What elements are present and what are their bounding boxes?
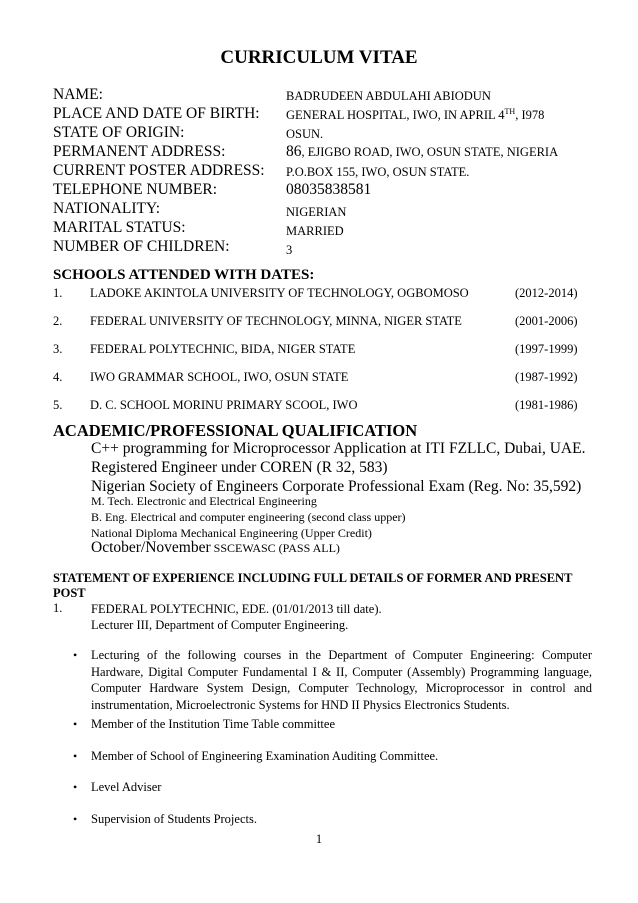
experience-number: 1. [53, 601, 63, 615]
school-number: 5. [53, 398, 63, 412]
page-title: CURRICULUM VITAE [220, 47, 418, 68]
bullet-icon: • [73, 812, 78, 826]
children-value: 3 [286, 243, 293, 257]
school-name: FEDERAL POLYTECHNIC, BIDA, NIGER STATE [90, 342, 356, 356]
state-of-origin-value: OSUN. [286, 127, 324, 141]
bullet-icon: • [73, 648, 78, 662]
marital-status-label: MARITAL STATUS: [53, 219, 186, 236]
name-label: NAME: [53, 86, 103, 103]
experience-heading: STATEMENT OF EXPERIENCE INCLUDING FULL DETAILS OF FORMER AND PRESENT POST [53, 571, 573, 600]
qualification-item: M. Tech. Electronic and Electrical Engineering [91, 494, 317, 508]
experience-employer: FEDERAL POLYTECHNIC, EDE. (01/01/2013 till date). [91, 602, 382, 616]
nationality-value: NIGERIAN [286, 205, 347, 219]
bullet-icon: • [73, 749, 78, 763]
children-label: NUMBER OF CHILDREN: [53, 238, 230, 255]
schools-heading: SCHOOLS ATTENDED WITH DATES: [53, 267, 315, 283]
school-name: D. C. SCHOOL MORINU PRIMARY SCOOL, IWO [90, 398, 358, 412]
experience-bullet: Level Adviser [91, 780, 162, 794]
qualification-item: C++ programming for Microprocessor Application at ITI FZLLC, Dubai, UAE. [91, 440, 586, 457]
school-number: 4. [53, 370, 63, 384]
qualification-item: Registered Engineer under COREN (R 32, 583) [91, 459, 388, 476]
birth-label: PLACE AND DATE OF BIRTH: [53, 105, 260, 122]
school-name: FEDERAL UNIVERSITY OF TECHNOLOGY, MINNA, NIGER STATE [90, 314, 462, 328]
telephone-label: TELEPHONE NUMBER: [53, 181, 218, 198]
marital-status-value: MARRIED [286, 224, 344, 238]
current-address-label: CURRENT POSTER ADDRESS: [53, 162, 265, 179]
permanent-address-value: 86, EJIGBO ROAD, IWO, OSUN STATE, NIGERIA [286, 143, 559, 160]
academic-heading: ACADEMIC/PROFESSIONAL QUALIFICATION [53, 421, 418, 440]
school-dates: (2012-2014) [515, 286, 578, 300]
school-name: LADOKE AKINTOLA UNIVERSITY OF TECHNOLOGY, OGBOMOSO [90, 286, 469, 300]
page-number: 1 [315, 832, 323, 846]
school-dates: (1997-1999) [515, 342, 578, 356]
experience-bullet: Member of the Institution Time Table committee [91, 717, 336, 731]
school-dates: (1987-1992) [515, 370, 578, 384]
school-number: 1. [53, 286, 63, 300]
school-dates: (2001-2006) [515, 314, 578, 328]
experience-bullet: Lecturing of the following courses in the Department of Computer Engineering: Computer Hardware, Digital Computer Fundamental I & II, Computer (Assembly) Programming language, Computer Hardware System Design, Computer Technology, Microprocessor in control and instrumentation, Microelectronic Systems for HND II Physics Electronics Students. [91, 648, 592, 712]
school-number: 3. [53, 342, 63, 356]
state-of-origin-label: STATE OF ORIGIN: [53, 124, 185, 141]
qualification-item: October/November SSCEWASC (PASS ALL) [91, 539, 340, 556]
qualification-item: National Diploma Mechanical Engineering (Upper Credit) [91, 526, 372, 540]
permanent-address-label: PERMANENT ADDRESS: [53, 143, 226, 160]
experience-bullet: Member of School of Engineering Examination Auditing Committee. [91, 749, 439, 763]
name-value: BADRUDEEN ABDULAHI ABIODUN [286, 89, 491, 103]
qualification-item: Nigerian Society of Engineers Corporate Professional Exam (Reg. No: 35,592) [91, 478, 582, 495]
nationality-label: NATIONALITY: [53, 200, 161, 217]
bullet-icon: • [73, 780, 78, 794]
birth-value: GENERAL HOSPITAL, IWO, IN APRIL 4TH, I978 [286, 106, 545, 122]
school-name: IWO GRAMMAR SCHOOL, IWO, OSUN STATE [90, 370, 349, 384]
bullet-icon: • [73, 717, 78, 731]
telephone-value: 08035838581 [286, 181, 372, 198]
qualification-item: B. Eng. Electrical and computer engineering (second class upper) [91, 510, 406, 524]
school-number: 2. [53, 314, 63, 328]
school-dates: (1981-1986) [515, 398, 578, 412]
experience-bullet: Supervision of Students Projects. [91, 812, 257, 826]
experience-role: Lecturer III, Department of Computer Engineering. [91, 618, 349, 632]
current-address-value: P.O.BOX 155, IWO, OSUN STATE. [286, 165, 470, 179]
